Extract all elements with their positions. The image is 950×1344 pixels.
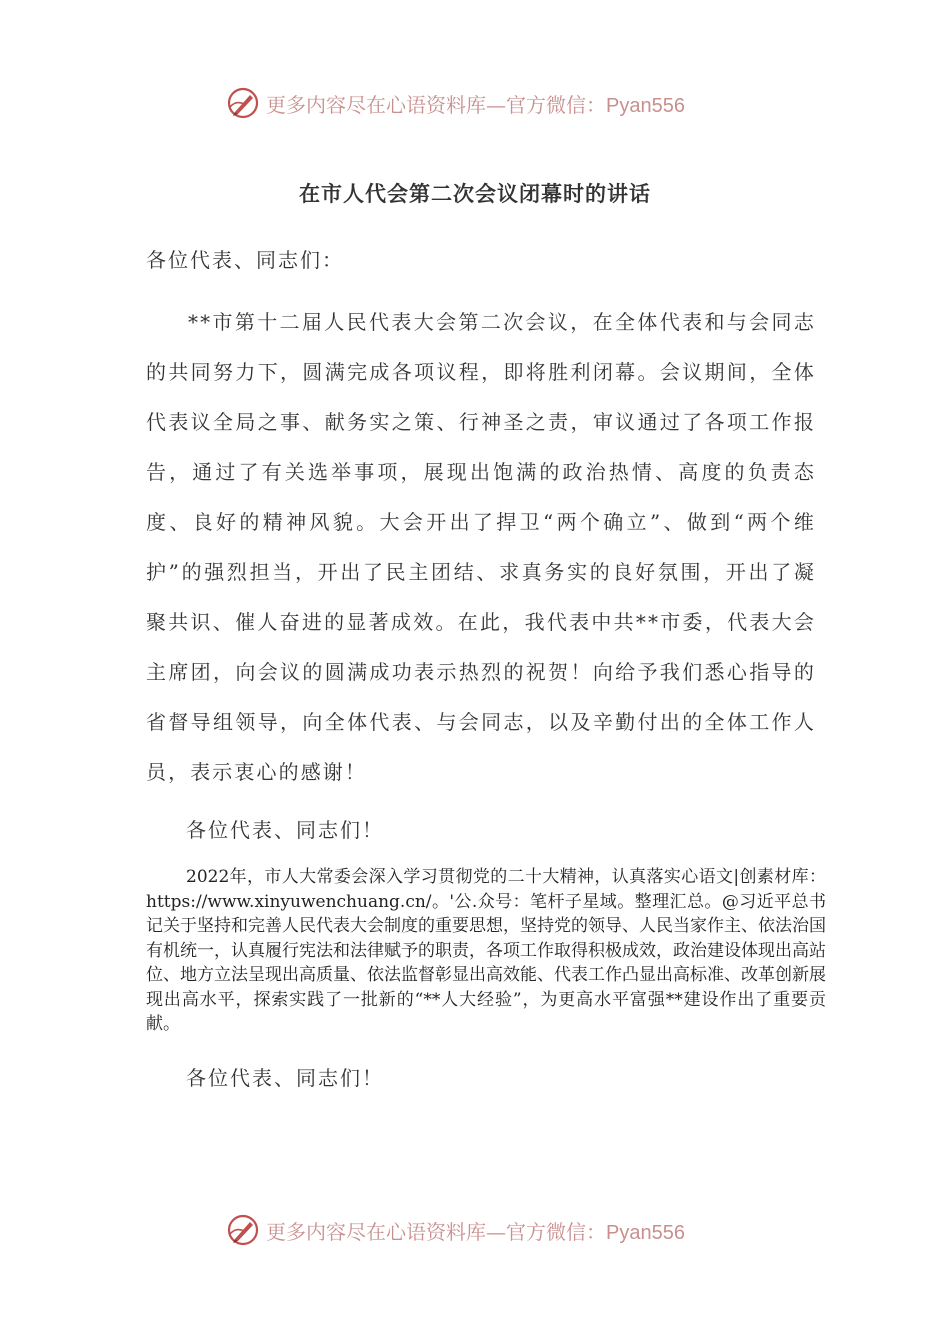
document-title: 在市人代会第二次会议闭幕时的讲话 <box>299 181 651 206</box>
banner-text: 更多内容尽在心语资料库—官方微信：Pyan556 <box>266 92 685 117</box>
pen-logo-icon <box>226 86 260 120</box>
banner-wechat-id: Pyan556 <box>606 1221 685 1244</box>
banner-text: 更多内容尽在心语资料库—官方微信：Pyan556 <box>266 1219 685 1244</box>
body-paragraph-2: 2022年，市人大常委会深入学习贯彻党的二十大精神，认真落实心语文|创素材库：https://www.xinyuwenchuang.cn/。'公.众号：笔杆子星域。整理汇总。@习近平总书记关于坚持和完善人民代表大会制度的重要思想，坚持党的领导、人民当家作主、依法治国有机统一，认真履行宪法和法律赋予的职责，各项工作取得积极成效，政治建设体现出高站位、地方立法呈现出高质量、依法监督彰显出高效能、代表工作凸显出高标准、改革创新展现出高水平，探索实践了一批新的“**人大经验”，为更高水平富强**建设作出了重要贡献。 <box>146 867 826 1034</box>
salutation: 各位代表、同志们： <box>146 248 344 272</box>
footer-watermark-banner <box>226 1212 726 1248</box>
banner-wechat-id: Pyan556 <box>606 94 685 117</box>
greeting-1: 各位代表、同志们！ <box>186 818 384 842</box>
greeting-2: 各位代表、同志们！ <box>186 1066 384 1090</box>
pen-logo-icon <box>226 1213 260 1247</box>
body-paragraph-1: **市第十二届人民代表大会第二次会议，在全体代表和与会同志的共同努力下，圆满完成各项议程，即将胜利闭幕。会议期间，全体代表议全局之事、献务实之策、行神圣之责，审议通过了各项工作报告，通过了有关选举事项，展现出饱满的政治热情、高度的负责态度、良好的精神风貌。大会开出了捍卫“两个确立”、做到“两个维护”的强烈担当，开出了民主团结、求真务实的良好氛围，开出了凝聚共识、催人奋进的显著成效。在此，我代表中共**市委，代表大会主席团，向会议的圆满成功表示热烈的祝贺！向给予我们悉心指导的省督导组领导，向全体代表、与会同志，以及辛勤付出的全体工作人员，表示衷心的感谢！ <box>146 310 816 784</box>
header-watermark-banner <box>226 85 726 121</box>
